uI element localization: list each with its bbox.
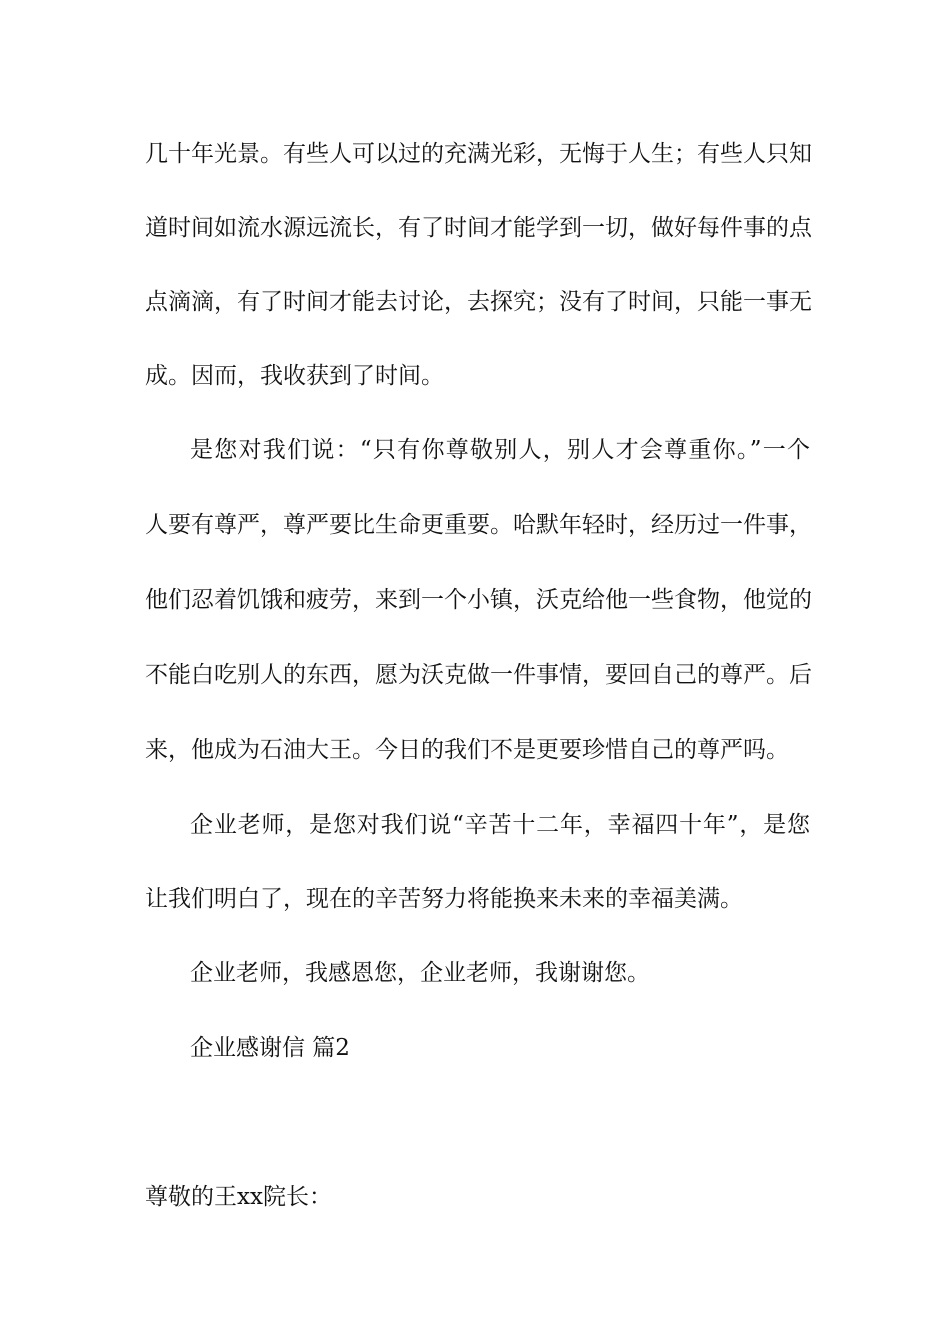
paragraph-line: 成。因而，我收获到了时间。 xyxy=(145,363,444,389)
paragraph-line: 让我们明白了，现在的辛苦努力将能换来未来的幸福美满。 xyxy=(145,886,743,912)
paragraph-line: 点滴滴，有了时间才能去讨论，去探究；没有了时间，只能一事无 xyxy=(145,289,812,315)
paragraph-line: 人要有尊严，尊严要比生命更重要。哈默年轻时，经历过一件事， xyxy=(145,512,812,538)
paragraph-line: 几十年光景。有些人可以过的充满光彩，无悔于人生；有些人只知 xyxy=(145,141,812,167)
paragraph-line: 道时间如流水源远流长，有了时间才能学到一切，做好每件事的点 xyxy=(145,215,812,241)
section-heading: 企业感谢信 篇2 xyxy=(190,1035,350,1061)
paragraph-line: 企业老师，是您对我们说“辛苦十二年，幸福四十年”，是您 xyxy=(190,812,810,838)
paragraph-line: 不能白吃别人的东西，愿为沃克做一件事情，要回自己的尊严。后 xyxy=(145,662,812,688)
salutation: 尊敬的王xx院长： xyxy=(145,1184,332,1210)
paragraph-line: 来，他成为石油大王。今日的我们不是更要珍惜自己的尊严吗。 xyxy=(145,737,789,763)
paragraph-line: 他们忍着饥饿和疲劳，来到一个小镇，沃克给他一些食物，他觉的 xyxy=(145,587,812,613)
paragraph-line: 是您对我们说：“只有你尊敬别人，别人才会尊重你。”一个 xyxy=(190,437,810,463)
paragraph-line: 企业老师，我感恩您，企业老师，我谢谢您。 xyxy=(190,960,650,986)
